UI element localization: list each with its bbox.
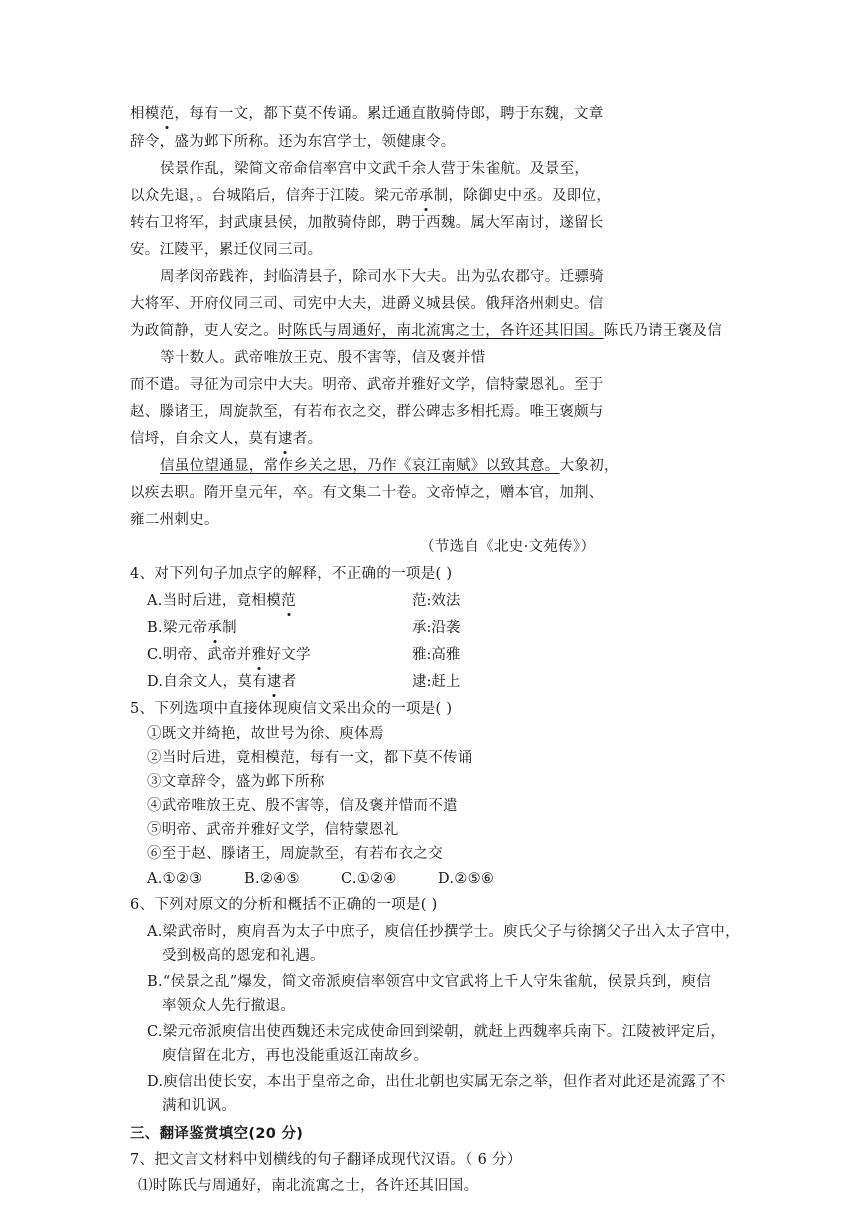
passage-line: 雍二州刺史。 [130,512,219,528]
passage-line: 相模范，每有一文，都下莫不传诵。累迁通直散骑侍郎，聘于东魏，文章 [130,106,604,122]
q6-option-a-cont: 受到极高的恩宠和礼遇。 [162,948,325,964]
q6-option-d-cont: 满和讥讽。 [162,1098,236,1114]
q6-option-a: A.梁武帝时，庾肩吾为太子中庶子，庾信任抄撰学士。庾氏父子与徐摛父子出入太子宫中， [147,924,740,940]
q6-option-d: D.庾信出使长安，本出于皇帝之命，出仕北朝也实属无奈之举，但作者对此还是流露了不 [147,1074,726,1090]
question-7-item-1: ⑴时陈氏与周通好，南北流寓之士，各许还其旧国。 [138,1178,479,1194]
q4-option-b: B.梁元帝承制 [147,620,237,636]
question-7-stem: 7、把文言文材料中划横线的句子翻译成现代汉语。（ 6 分） [130,1152,522,1168]
passage-line: 以疾去职。隋开皇元年，卒。有文集二十卷。文帝悼之，赠本官，加荆、 [130,485,604,501]
q4-option-c: C.明帝、武帝并雅好文学 [147,647,311,663]
q5-item: ①既文并绮艳，故世号为徐、庾体焉 [147,726,384,742]
question-5-stem: 5、下列选项中直接体现庾信文采出众的一项是( ) [130,701,453,717]
q5-item: ③文章辞令，盛为邺下所称 [147,774,325,790]
question-6-stem: 6、下列对原文的分析和概括不正确的一项是( ) [130,897,438,913]
q5-item: ④武帝唯放王克、殷不害等，信及褒并惜而不遣 [147,798,458,814]
q4-option-d-gloss: 逮:赶上 [412,674,461,690]
passage-line: 侯景作乱，梁简文帝命信率宫中文武千余人营于朱雀航。及景至， [160,161,590,177]
q5-choice-d: D.②⑤⑥ [438,871,495,887]
q4-option-a-gloss: 范:效法 [412,593,461,609]
passage-line: 以众先退，。台城陷后，信奔于江陵。梁元帝承制，除御史中丞。及即位， [130,188,612,204]
q4-option-b-gloss: 承:沿袭 [412,620,461,636]
passage-line: 赵、滕诸王，周旋款至，有若布衣之交，群公碑志多相托焉。唯王褒颇与 [130,404,604,420]
dotted-char: 承 [418,188,434,204]
q5-item: ⑤明帝、武帝并雅好文学，信特蒙恩礼 [147,822,399,838]
passage-line: 转右卫将军，封武康县侯，加散骑侍郎，聘于西魏。属大军南讨，遂留长 [130,215,604,231]
passage-line: 周孝闵帝践祚，封临清县子，除司水下大夫。出为弘农郡守。迁骠骑 [160,269,604,285]
q5-choice-b: B.②④⑤ [244,871,300,887]
underlined-sentence: 信虽位望通显，常作乡关之思，乃作《哀江南赋》以致其意。 [160,458,560,474]
dotted-char: 逮 [278,431,293,447]
dotted-char: 范 [159,106,175,122]
q4-option-c-gloss: 雅:高雅 [412,647,461,663]
q6-option-c: C.梁元帝派庾信出使西魏还未完成使命回到梁朝，就赶上西魏率兵南下。江陵被评定后， [147,1024,726,1040]
passage-line: 而不遣。寻征为司宗中大夫。明帝、武帝并雅好文学，信特蒙恩礼。至于 [130,377,604,393]
passage-line: 大将军、开府仪同三司、司宪中大夫，进爵义城县侯。俄拜洛州刺史。信 [130,296,604,312]
q4-option-a: A.当时后进，竟相模范 [147,593,296,609]
q4-option-d: D.自余文人，莫有逮者 [147,674,297,690]
q6-option-b: B.“侯景之乱”爆发，简文帝派庾信率领宫中文官武将上千人守朱雀航，侯景兵到，庾信 [147,974,712,990]
q5-choice-a: A.①②③ [147,871,203,887]
underlined-sentence: 时陈氏与周通好，南北流寓之士，各许还其旧国。 [278,323,604,339]
section-3-title: 三、翻译鉴赏填空(20 分) [130,1126,304,1142]
q6-option-c-cont: 庾信留在北方，再也没能重返江南故乡。 [162,1048,429,1064]
q5-item: ⑥至于赵、滕诸王，周旋款至，有若布衣之交 [147,846,443,862]
dotted-char: 范 [281,593,296,609]
q5-item: ②当时后进，竟相模范，每有一文，都下莫不传诵 [147,750,473,766]
q5-choice-c: C.①②④ [341,871,397,887]
dotted-char: 雅 [251,647,267,663]
dotted-char: 逮 [266,674,282,690]
passage-line: 等十数人。武帝唯放王克、殷不害等，信及褒并惜 [160,350,486,366]
question-4-stem: 4、对下列句子加点字的解释，不正确的一项是( ) [130,566,453,582]
passage-line: 信埒，自余文人，莫有逮者。 [130,431,323,447]
passage-line: 辞令，盛为邺下所称。还为东宫学士，领健康令。 [130,134,456,150]
passage-line: 安。江陵平，累迁仪同三司。 [130,242,323,258]
passage-line: 为政简静，吏人安之。时陈氏与周通好，南北流寓之士，各许还其旧国。陈氏乃请王褒及信 [130,323,723,339]
passage-line: 信虽位望通显，常作乡关之思，乃作《哀江南赋》以致其意。大象初， [160,458,619,474]
dotted-char: 承 [207,620,223,636]
source-citation: （节选自《北史·文苑传》） [420,539,596,555]
q6-option-b-cont: 率领众人先行撤退。 [162,998,296,1014]
